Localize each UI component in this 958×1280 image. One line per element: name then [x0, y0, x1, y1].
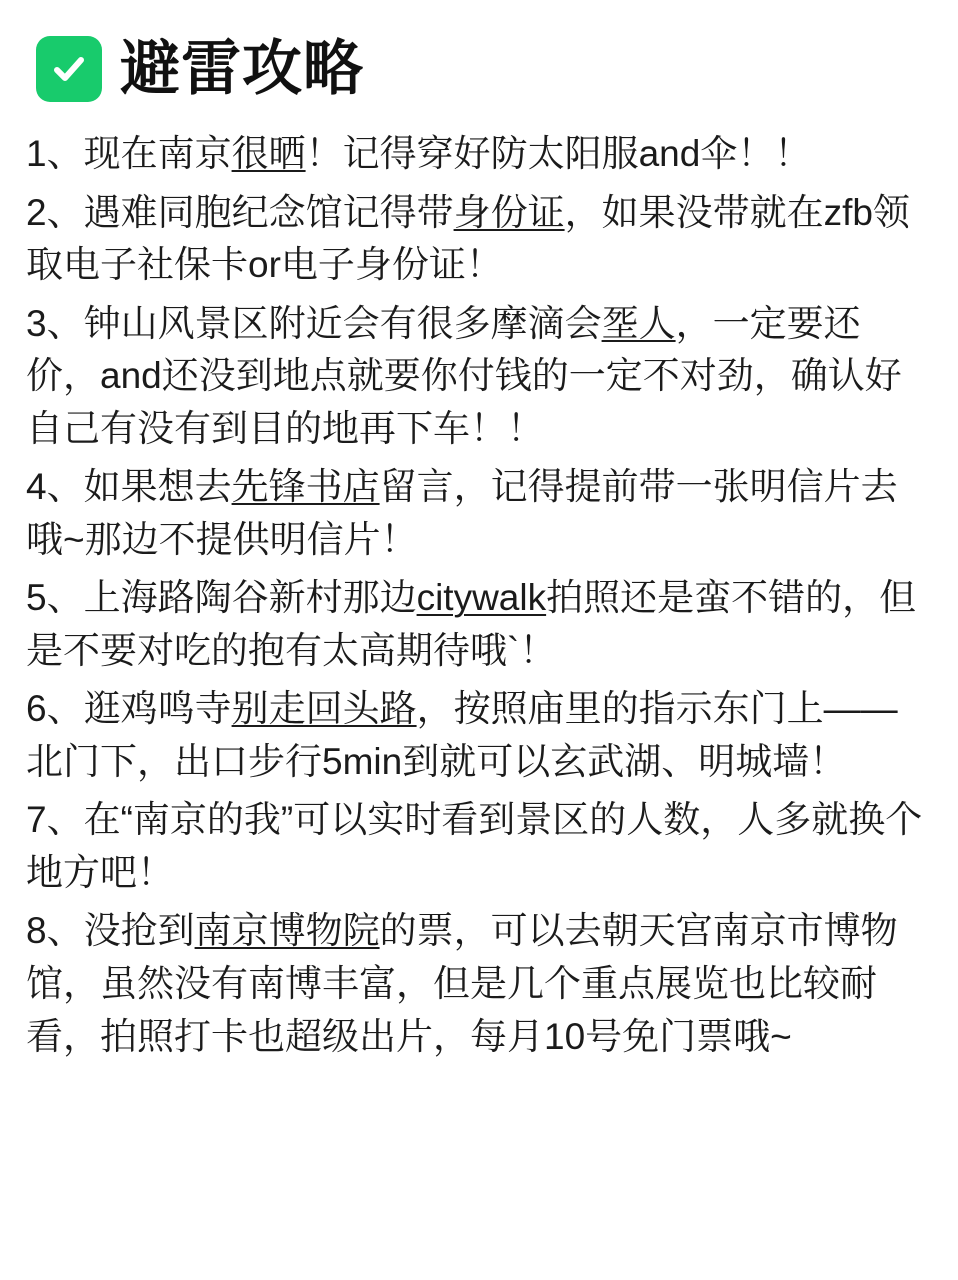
- list-item-index: 1、: [26, 133, 84, 174]
- list-item-text: ，如果没带就在zfb领取电子社保卡or电子身份证！: [26, 191, 910, 286]
- list-item-index: 6、: [26, 688, 84, 730]
- list-item: [26, 461, 932, 566]
- highlighted-text: 㘸人: [601, 302, 676, 344]
- list-item-index: 8、: [26, 910, 84, 952]
- list-item-index: 7、: [26, 799, 84, 841]
- list-item-text: 如果想去: [83, 466, 232, 508]
- list-item-index: 5、: [26, 577, 84, 619]
- list-item-text: 遇难同胞纪念馆记得带: [83, 191, 454, 233]
- page-title: [36, 36, 932, 102]
- check-badge-icon: [36, 36, 102, 102]
- list-item: [26, 187, 932, 292]
- list-item: [26, 905, 932, 1063]
- list-item-text: ！记得穿好防太阳服and伞！！: [305, 133, 812, 174]
- list-item-index: 3、: [26, 302, 84, 344]
- page-title-text: 避雷攻略: [120, 35, 364, 102]
- list-item: [26, 128, 932, 181]
- list-item-text: 在“南京的我”可以实时看到景区的人数，人多就换个地方吧！: [26, 799, 923, 893]
- highlighted-text: 很晒: [231, 133, 306, 174]
- list-item-index: 4、: [26, 466, 84, 508]
- highlighted-text: 身份证: [453, 191, 565, 233]
- list-item: [26, 298, 932, 456]
- list-item-index: 2、: [26, 191, 84, 233]
- list-item-text: 留言，记得提前带一张明信片去哦~那边不提供明信片！: [26, 466, 898, 560]
- list-item-text: ，一定要还价，and还没到地点就要你付钱的一定不对劲，确认好自己有没有到目的地再下车！！: [26, 302, 902, 449]
- list-item-text: 拍照还是蛮不错的，但是不要对吃的抱有太高期待哦`！: [26, 577, 917, 671]
- list-item-text: 现在南京: [83, 133, 232, 174]
- list-item-text: ，按照庙里的指示东门上——北门下，出口步行5min到就可以玄武湖、明城墙！: [26, 688, 898, 782]
- highlighted-text: 先锋书店: [231, 466, 380, 508]
- list-item: [26, 683, 932, 788]
- list-item-text: 的票，可以去朝天宫南京市博物馆，虽然没有南博丰富，但是几个重点展览也比较耐看，拍照打卡也超级出片，每月10号免门票哦~: [26, 910, 898, 1057]
- list-item: [26, 572, 932, 677]
- tips-list: [26, 128, 932, 1063]
- list-item-text: 钟山风景区附近会有很多摩滴会: [83, 302, 602, 344]
- highlighted-text: citywalk: [416, 577, 547, 619]
- list-item: [26, 794, 932, 899]
- list-item-text: 逛鸡鸣寺: [83, 688, 232, 730]
- highlighted-text: 别走回头路: [231, 688, 417, 730]
- list-item-text: 没抢到: [83, 910, 195, 952]
- highlighted-text: 南京博物院: [194, 910, 380, 952]
- list-item-text: 上海路陶谷新村那边: [83, 577, 417, 619]
